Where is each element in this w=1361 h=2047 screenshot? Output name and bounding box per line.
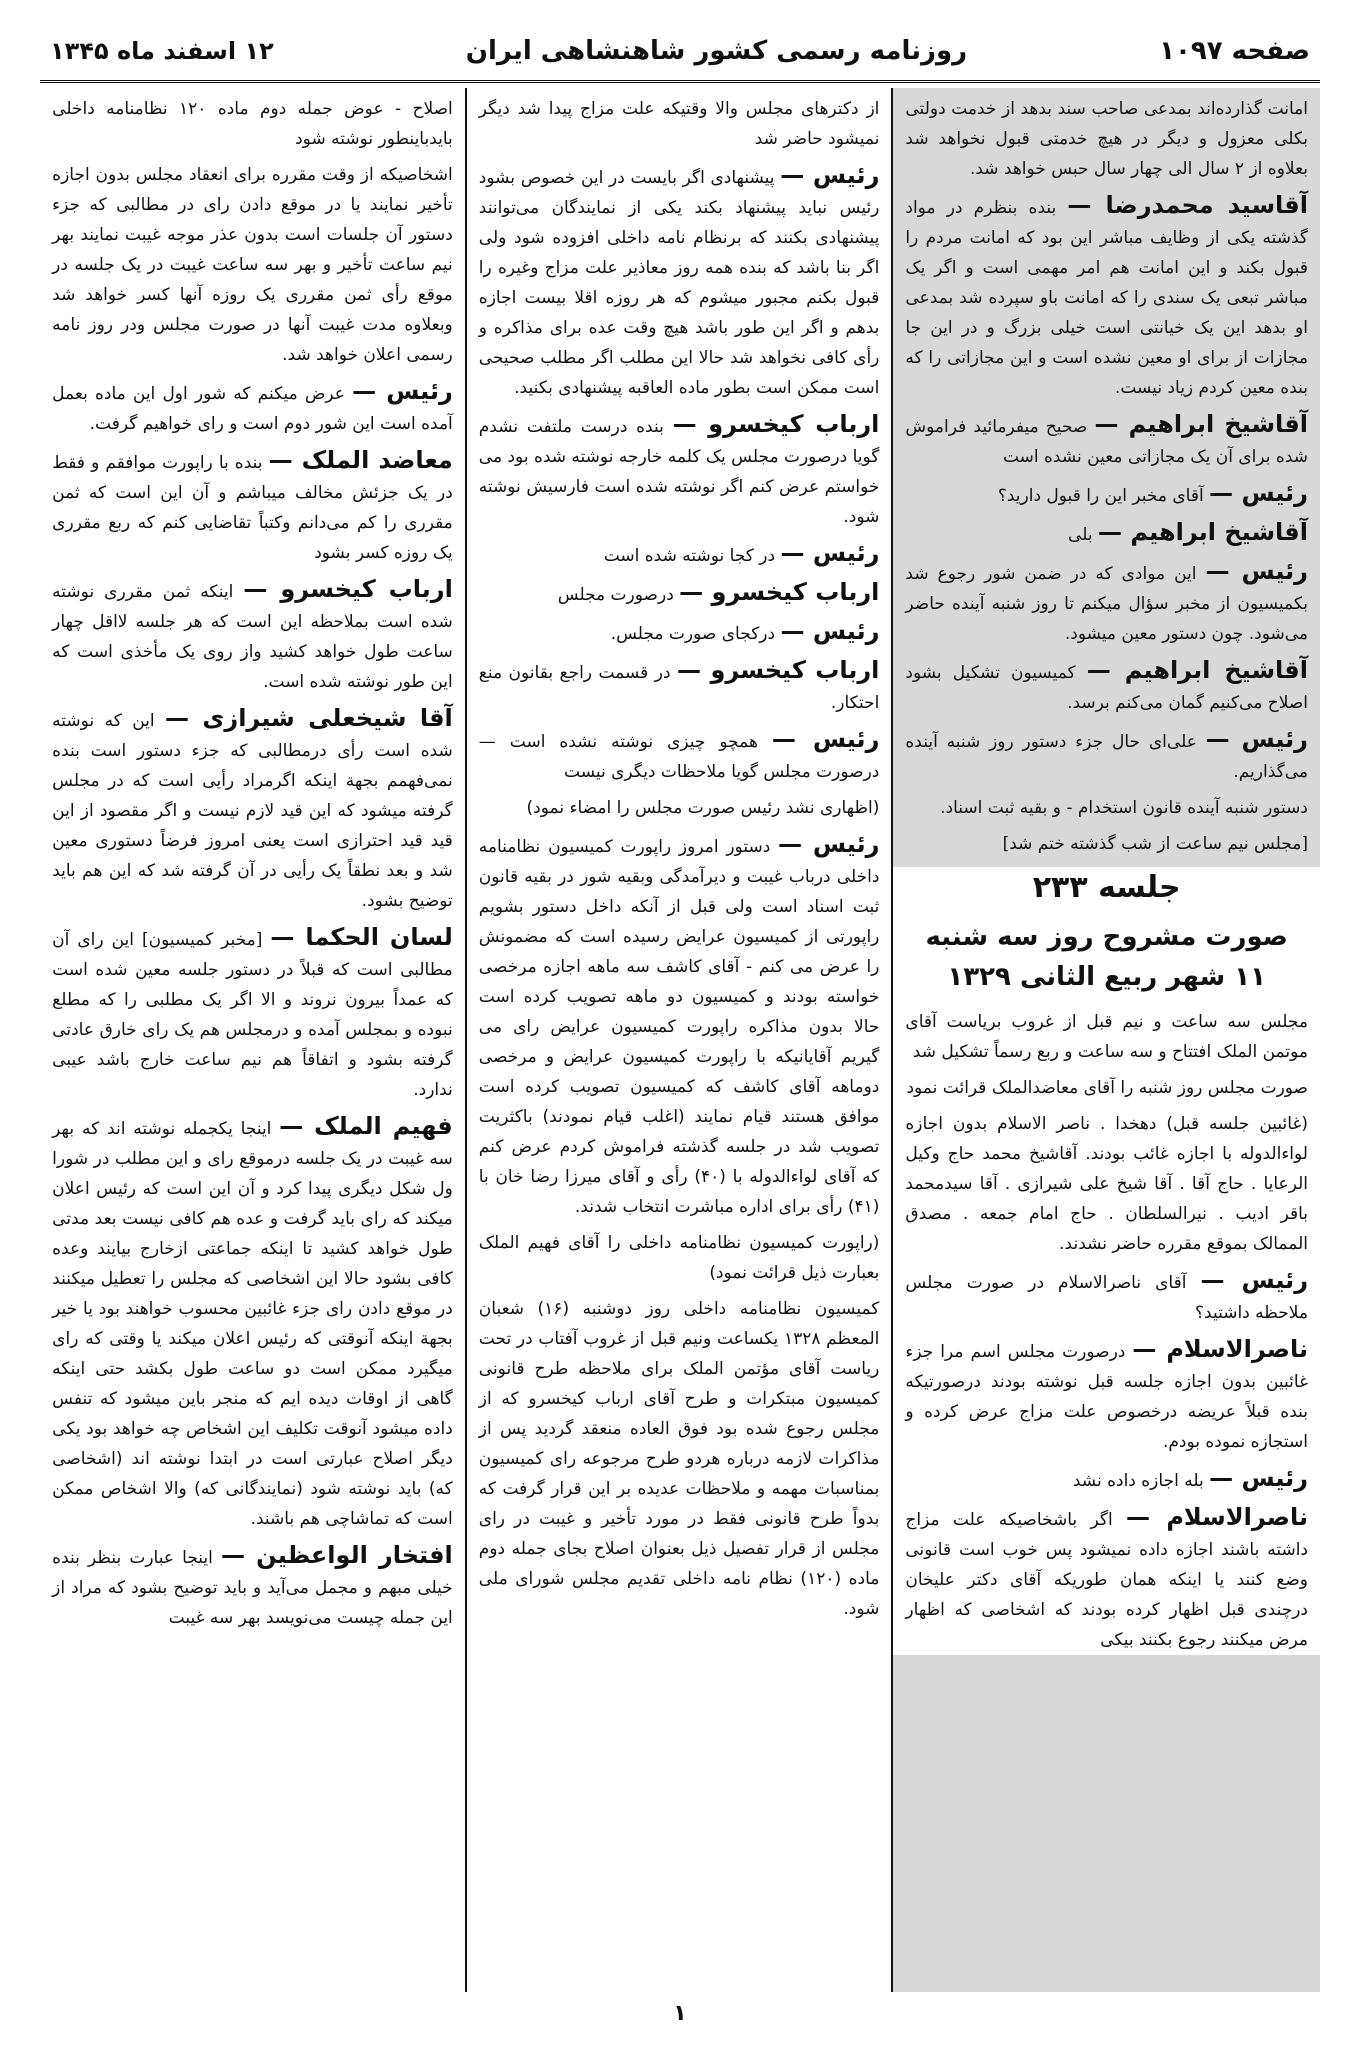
paragraph-text: [مجلس نیم ساعت از شب گذشته ختم شد] bbox=[1002, 834, 1308, 854]
paragraph-text: این که نوشته شده است رأی درمطالبی که جزء دستور است بنده نمی‌فهمم بجهة اینکه اگرمراد رأیی است که در مجلس گرفته میشود که این قید لازم نیست و اگر مقصود از این قید قید احترازی است یعنی امروز فرضاً دستوری معین شد و بعد نطقاً یک رأیی در آن گرفته شد که این هم باید توضیح بشود. bbox=[52, 711, 453, 911]
paragraph bbox=[905, 517, 1308, 550]
paragraph bbox=[479, 409, 880, 532]
paragraph-text: اصلاح - عوض جمله دوم ماده ۱۲۰ نظامنامه داخلی بایدباینطور نوشته شود bbox=[52, 99, 453, 149]
paragraph bbox=[905, 655, 1308, 718]
issue-date: ۱۲ اسفند ماه ۱۳۴۵ bbox=[50, 37, 274, 65]
paragraph-text: بنده بنظرم در مواد گذشته یکی از وظایف مباشر این بود که امانت مردم را قبول بکند و این امانت هم امر مهمی است و اگر یک مباشر تبعی یک سندی را که امانت باو سپرده شد بمدعی او بدهد این یک خیانتی است خیلی بزرگ و در این جا مجازات از برای او معین نشده است و این مجازاتی را که بنده معین کردم زیاد نیست. bbox=[905, 198, 1308, 398]
paragraph bbox=[52, 1111, 453, 1534]
paragraph-text: در قسمت راجع بقانون منع احتکار. bbox=[478, 663, 880, 713]
speaker-name: آقا شیخعلی شیرازی — bbox=[165, 704, 453, 732]
paragraph bbox=[905, 1502, 1308, 1655]
paragraph-text: درصورت مجلس اسم مرا جزء غائبین بدون اجازه جلسه قبل نوشته بودند درصورتیکه بنده قبلاً عریضه درخصوص علت مزاج عرض کرده و استجازه نموده بودم. bbox=[905, 1342, 1308, 1452]
paragraph bbox=[52, 1540, 453, 1633]
speaker-name: ناصرالاسلام — bbox=[1126, 1503, 1308, 1531]
speaker-name: رئیس — bbox=[778, 830, 880, 858]
paragraph bbox=[52, 94, 453, 154]
paragraph-text: اگر باشخاصیکه علت مزاج داشته باشند اجازه داده نمیشود پس خوب است قانونی وضع کنند یا اینکه همان طوریکه آقای دکتر علیخان درچندی قبل اظهار کرده بودند که اشخاصی که اظهار مرض میکنند رجوع بکنند بیکی bbox=[905, 1510, 1308, 1650]
speaker-name: رئیس — bbox=[771, 725, 880, 753]
paragraph bbox=[52, 376, 453, 439]
paragraph-text: آقای ناصرالاسلام در صورت مجلس ملاحظه داشتید؟ bbox=[905, 1273, 1308, 1323]
paragraph bbox=[905, 724, 1308, 787]
paragraph bbox=[905, 793, 1308, 823]
paragraph bbox=[479, 538, 880, 571]
paragraph bbox=[905, 478, 1308, 511]
gazette-title: روزنامه رسمی کشور شاهنشاهی ایران bbox=[465, 36, 968, 66]
speaker-name: رئیس — bbox=[1205, 557, 1308, 585]
paragraph-text: (غائبین جلسه قبل) دهخدا . ناصر الاسلام بدون اجازه لواءالدوله با اجازه غائب بودند. آقاشیخ محمد حاج وکیل الرعایا . حاج آقا . آقا شیخ علی شیرازی . آقا سیدمحمد باقر ادیب . نیرالسلطان . حاج امام جمعه . مصدق الممالک بموقع مقرره حاضر نشدند. bbox=[905, 1114, 1308, 1254]
paragraph-text: از دکترهای مجلس والا وقتیکه علت مزاج پیدا شد دیگر نمیشود حاضر شد bbox=[478, 99, 880, 149]
session-label: جلسه ۲۳۳ bbox=[1032, 870, 1181, 905]
paragraph bbox=[905, 1334, 1308, 1457]
paragraph-text: درصورت مجلس bbox=[557, 585, 674, 605]
paragraph-text: [مخبر کمیسیون] این رای آن مطالبی است که قبلاً در دستور جلسه معین شده است که عمداً بیرون نروند و الا اگر یک مطلبی را که مطلع نبوده و بمجلس آمده و درمجلس هم یک رای خارق عادتی گرفته بشود و اتفاقاً هم نیم ساعت خارج باشد عیبی ندارد. bbox=[52, 930, 453, 1100]
paragraph bbox=[52, 160, 453, 370]
speaker-name: رئیس — bbox=[1200, 1266, 1309, 1294]
speaker-name: ارباب کیخسرو — bbox=[243, 575, 453, 603]
paragraph-text: کمیسیون نظامنامه داخلی روز دوشنبه (۱۶) شعبان المعظم ۱۳۲۸ یکساعت ونیم قبل از غروب آفتاب در تحت ریاست آقای مؤتمن الملک برای ملاحظه طرح قانونی کمیسیون مبتکرات و طرح آقای ارباب کیخسرو که از مجلس رجوع شده بود فوق العاده منعقد گردید پس از مذاکرات لازمه درباره هردو طرح مرجوعه رای کمیسیون بمناسبات مهمه و ملاحظات عدیده بر این قرار گرفت که بدواً طرح قانونی فقط در مورد تأخیر و غیبت در رای مجلس از قرار تفصیل ذیل بعنوان اصلاح بجای جمله دوم ماده (۱۲۰) نظام نامه داخلی تقدیم مجلس شورای ملی شود. bbox=[478, 1299, 880, 1619]
paragraph-text: مجلس سه ساعت و نیم قبل از غروب بریاست آقای موتمن الملک افتتاح و سه ساعت و ربع رسماً تشکیل شد bbox=[905, 1012, 1308, 1062]
paragraph bbox=[905, 1007, 1308, 1067]
speaker-name: رئیس — bbox=[780, 617, 880, 645]
column-right-tail bbox=[893, 867, 1320, 1655]
paragraph-text: کمیسیون تشکیل بشود اصلاح می‌کنیم گمان می‌کنم برسد. bbox=[905, 663, 1308, 713]
paragraph-text: اشخاصیکه از وقت مقرره برای انعقاد مجلس بدون اجازه تأخیر نمایند یا در موقع دادن رای در مطالبی که جزء دستور آن جلسات است بدون عذر موجه غیبت نمایند بهر نیم ساعت تأخیر و بهر سه ساعت غیبت در یک جلسه در موقع رأی ثمن مقرری یک روزه آنها کسر خواهد شد وبعلاوه مدت غیبت آنها در صورت مجلس ودر روز نامه رسمی اعلان خواهد شد. bbox=[52, 165, 453, 365]
paragraph bbox=[479, 724, 880, 787]
paragraph-text: عرض میکنم که شور اول این ماده بعمل آمده است این شور دوم است و رای خواهیم گرفت. bbox=[52, 384, 453, 434]
paragraph bbox=[479, 655, 880, 718]
paragraph-text: امانت گذارده‌اند بمدعی صاحب سند بدهد از خدمت دولتی بکلی معزول و دیگر در هیچ خدمتی قبول نخواهد شد بعلاوه از ۲ سال الی چهار سال حبس خواهد شد. bbox=[905, 99, 1308, 179]
paragraph bbox=[479, 793, 880, 823]
paragraph bbox=[905, 1463, 1308, 1496]
paragraph bbox=[479, 616, 880, 649]
paragraph bbox=[479, 1228, 880, 1288]
paragraph-text: پیشنهادی اگر بایست در این خصوص بشود رئیس نباید پیشنهاد بکند یکی از نمایندگان می‌توانند پیشنهادی بکنند که برنظام نامه داخلی افزوده شود ولی اگر بنا باشد که بنده همه روز معاذیر علت مزاج وغیره را قبول بکنم مجبور میشوم که هر روزه اقلا بیست اجازه بدهم و اگر این طور باشد هیچ وقت عده برای مذاکره و رأی کافی نخواهد شد حالا این مطلب اگر مطلب صحیحی است ممکن است بطور ماده العاقبه پیشنهادی بکنید. bbox=[478, 168, 880, 398]
paragraph bbox=[905, 556, 1308, 649]
paragraph bbox=[52, 574, 453, 697]
paragraph-text: در کجا نوشته شده است bbox=[603, 546, 776, 566]
paragraph-text: اینجا عبارت بنظر بنده خیلی مبهم و مجمل می‌آید و باید توضیح بشود که مراد از این جمله چیست می‌نویسد بهر سه غیبت bbox=[52, 1548, 453, 1628]
paragraph-text: دستور امروز راپورت کمیسیون نظامنامه داخلی درباب غیبت و دیرآمدگی وبقیه شور در بقیه قانون ثبت اسناد است ولی قبل از آنکه داخل دستور بشویم راپورتی از کمیسیون عرایض رسیده است که مضمونش را عرض می کنم - آقای کاشف سه ماهه اجازه مرخصی خواسته بودند و کمیسیون دو ماهه تصویب کرده است حالا بدون مذاکره راپورت کمیسیون عرایض رای می گیریم آقایانیکه با راپورت کمیسیون عرایض و مرخصی دوماهه آقای کاشف که کمیسیون تصویب کرده است موافق هستند قیام نمایند (اغلب قیام نمودند) باکثریت تصویب شد در جلسه گذشته فراموش کردم عرض کنم که آقای لواءالدوله با (۴۰) رأی و آقای میرزا رضا خان با (۴۱) رأی برای اداره مباشرت انتخاب شدند. bbox=[478, 837, 880, 1217]
paragraph bbox=[905, 409, 1308, 472]
paragraph-text: اینکه ثمن مقرری نوشته شده است بملاحظه این است که هر جلسه لااقل چهار ساعت طول خواهد کشید واز روی یک مأخذی است که این طور نوشته شده است. bbox=[52, 582, 453, 692]
gazette-page bbox=[40, 22, 1320, 2032]
page-number: صفحه ۱۰۹۷ bbox=[1159, 36, 1310, 66]
session-body bbox=[905, 1007, 1308, 1655]
speaker-name: رئیس — bbox=[780, 539, 880, 567]
text-columns bbox=[40, 88, 1320, 1992]
paragraph-text: صحیح میفرمائید فراموش شده برای آن یک مجازاتی معین نشده است bbox=[905, 417, 1308, 467]
paragraph bbox=[905, 190, 1308, 403]
speaker-name: ارباب کیخسرو — bbox=[672, 410, 880, 438]
paragraph-text: دستور شنبه آینده قانون استخدام - و بقیه ثبت اسناد. bbox=[940, 798, 1308, 818]
page-header bbox=[40, 22, 1320, 83]
paragraph bbox=[52, 445, 453, 568]
paragraph-text: اینجا یکجمله نوشته اند که بهر سه غیبت در یک جلسه درموقع رای و این مطلب در شورا ول شکل دیگری پیدا کرد و آن این است که رئیس اعلان میکند که رای باید گرفت و عده هم کافی نیست بعد مدتی طول خواهد کشید تا اینکه جماعتی ازخارج بیایند وعده کافی بشود حالا این اشخاصی که مجلس را تعطیل میکنند در موقع دادن رای جزء غائبین محسوب خواهند بود یا خیر بجهة اینکه آنوقتی که رئیس اعلان میکند یا وقتی که رای میگیرد ممکن است دو ساعت طول بکشد حتی اینکه گاهی از اوقات دیده ایم که منجر باین میشود که تنفس داده میشود آنوقت تکلیف این اشخاص چه خواهد بود یکی دیگر اصلاح عبارتی است در ابتدا نوشته اند (اشخاصی که) باید نوشته شود (نمایندگانی که) والا اشخاص ممکن است که تماشاچی هم باشند. bbox=[52, 1119, 453, 1529]
paragraph-text: بلی bbox=[1068, 525, 1093, 545]
paragraph bbox=[905, 1073, 1308, 1103]
speaker-name: رئیس — bbox=[1205, 725, 1308, 753]
speaker-name: رئیس — bbox=[352, 377, 453, 405]
paragraph bbox=[52, 922, 453, 1105]
speaker-name: فهیم الملک — bbox=[279, 1112, 453, 1140]
column-left-body bbox=[52, 94, 453, 1633]
speaker-name: افتخار الواعظین — bbox=[221, 1541, 453, 1569]
speaker-name: آقاشیخ ابراهیم — bbox=[1094, 410, 1309, 438]
paragraph-text: (اظهاری نشد رئیس صورت مجلس را امضاء نمود) bbox=[526, 798, 880, 818]
paragraph bbox=[479, 577, 880, 610]
column-middle-body bbox=[479, 94, 880, 1624]
speaker-name: آقاشیخ ابراهیم — bbox=[1097, 518, 1308, 546]
paragraph-text: صورت مجلس روز شنبه را آقای معاضدالملک قرائت نمود bbox=[906, 1078, 1308, 1098]
speaker-name: ارباب کیخسرو — bbox=[679, 578, 880, 606]
folio-number: ۱ bbox=[673, 2001, 687, 2026]
speaker-name: آقاسید محمدرضا — bbox=[1067, 191, 1308, 219]
column-right bbox=[893, 88, 1320, 1992]
speaker-name: رئیس — bbox=[1209, 479, 1308, 507]
speaker-name: ارباب کیخسرو — bbox=[677, 656, 880, 684]
paragraph bbox=[905, 1265, 1308, 1328]
paragraph-text: بنده درست ملتفت نشدم گویا درصورت مجلس یک کلمه خارجه نوشته شده بود می خواستم عرض کنم اگر نوشته شده است فارسیش نوشته شود. bbox=[478, 417, 880, 527]
paragraph-text: بله اجازه داده نشد bbox=[1072, 1471, 1204, 1491]
column-middle bbox=[467, 88, 894, 1992]
paragraph-text: این موادی که در ضمن شور رجوع شد بکمیسیون از مخبر سؤال میکنم تا روز شنبه آینده حاضر می‌شود. چون دستور معین میشود. bbox=[905, 564, 1308, 644]
speaker-name: ناصرالاسلام — bbox=[1132, 1335, 1309, 1363]
paragraph bbox=[905, 94, 1308, 184]
speaker-name: معاضد الملک — bbox=[268, 446, 453, 474]
speaker-name: رئیس — bbox=[1209, 1464, 1308, 1492]
paragraph-text: بنده با راپورت موافقم و فقط در یک جزئش مخالف میباشم و آن این است که ثمن مقرری را کم می‌دانم وکتباً تقاضایی کنم که ربع مقرری یک روزه کسر بشود bbox=[52, 453, 453, 563]
paragraph-text: آقای مخبر این را قبول دارید؟ bbox=[997, 486, 1204, 506]
paragraph bbox=[479, 1294, 880, 1624]
paragraph bbox=[479, 94, 880, 154]
paragraph bbox=[479, 160, 880, 403]
paragraph-text: درکجای صورت مجلس. bbox=[610, 624, 776, 644]
speaker-name: آقاشیخ ابراهیم — bbox=[1086, 656, 1309, 684]
column-right-body bbox=[905, 94, 1308, 859]
paragraph-text: علی‌ای حال جزء دستور روز شنبه آینده می‌گذاریم. bbox=[905, 732, 1308, 782]
paragraph bbox=[905, 1109, 1308, 1259]
column-left bbox=[40, 88, 467, 1992]
paragraph-text: همچو چیزی نوشته نشده است — درصورت مجلس گویا ملاحظات دیگری نیست bbox=[478, 732, 880, 782]
speaker-name: رئیس — bbox=[780, 161, 880, 189]
paragraph-text: (راپورت کمیسیون نظامنامه داخلی را آقای فهیم الملک بعبارت ذیل قرائت نمود) bbox=[478, 1233, 880, 1283]
paragraph bbox=[479, 829, 880, 1222]
paragraph bbox=[52, 703, 453, 916]
session-title: صورت مشروح روز سه شنبه ۱۱ شهر ربیع الثانی ۱۳۲۹ bbox=[925, 922, 1288, 992]
paragraph bbox=[905, 829, 1308, 859]
speaker-name: لسان الحکما — bbox=[270, 923, 453, 951]
